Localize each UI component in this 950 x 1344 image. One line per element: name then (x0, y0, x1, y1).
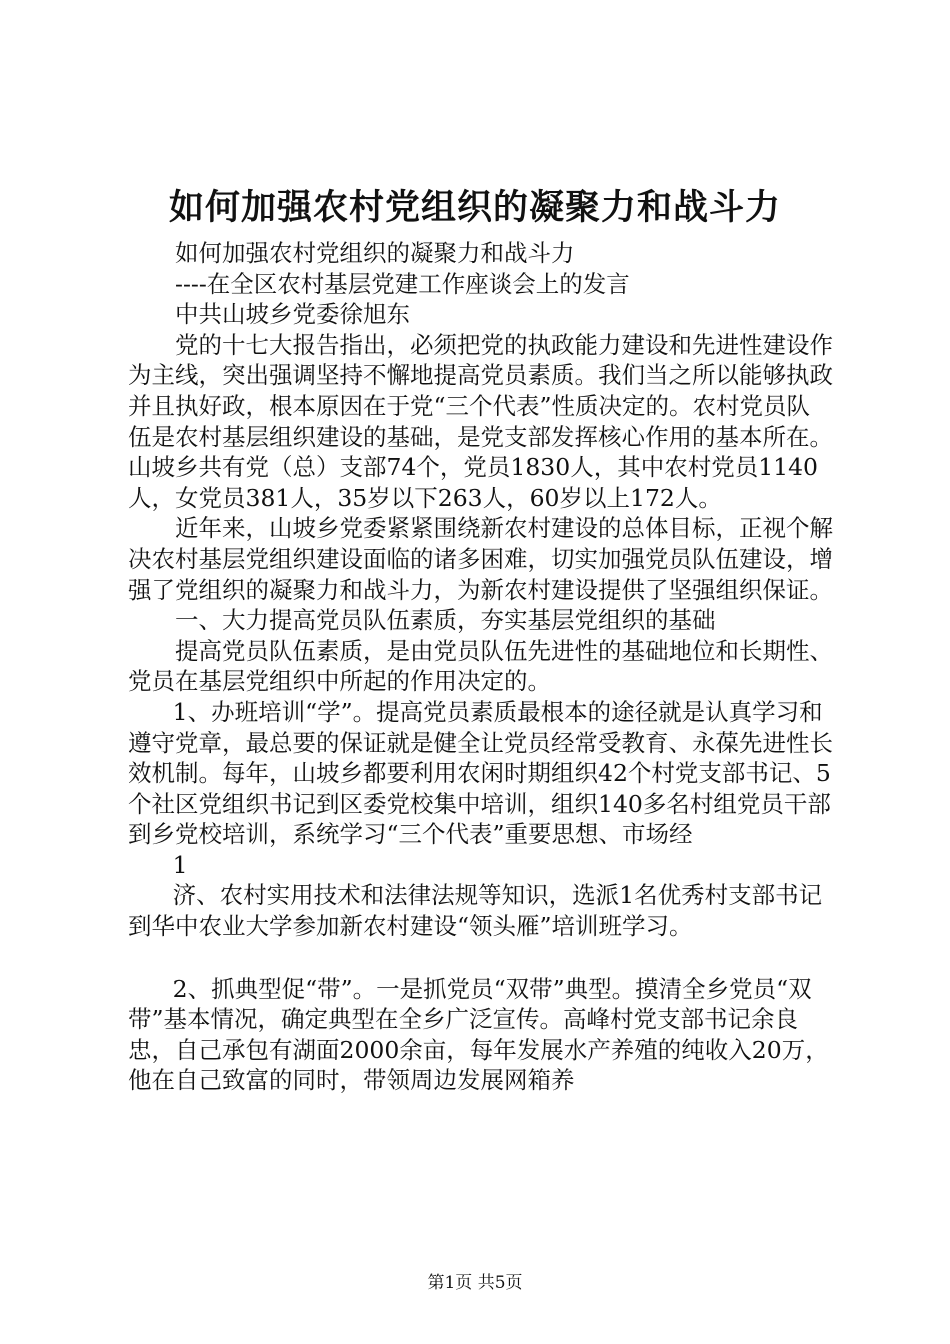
paragraph: 2、抓典型促“带”。一是抓党员“双带”典型。摸清全乡党员“双带”基本情况，确定典型在全乡广泛宣传。高峰村党支部书记余良忠，自己承包有湖面2000余亩，每年发展水产养殖的纯收入20万，他在自己致富的同时，带领周边发展网箱养 (128, 974, 829, 1095)
subtitle-line: 如何加强农村党组织的凝聚力和战斗力 (175, 239, 575, 267)
paragraph: 1、办班培训“学”。提高党员素质最根本的途径就是认真学习和遵守党章，最总要的保证就是健全让党员经常受教育、永葆先进性长效机制。每年，山坡乡都要利用农闲时期组织42个村党支部书记、5个社区党组织书记到区委党校集中培训，组织140多名村组党员干部到乡党校培训，系统学习“三个代表”重要思想、市场经 (128, 697, 833, 849)
paragraph: 济、农村实用技术和法律法规等知识，选派1名优秀村支部书记到华中农业大学参加新农村建设“领头雁”培训班学习。 (128, 881, 823, 941)
paragraph: 提高党员队伍素质，是由党员队伍先进性的基础地位和长期性、党员在基层党组织中所起的作用决定的。 (128, 636, 833, 696)
inline-page-number: 1 (172, 850, 188, 879)
paragraph: 党的十七大报告指出，必须把党的执政能力建设和先进性建设作为主线，突出强调坚持不懈地提高党员素质。我们当之所以能够执政并且执好政，根本原因在于党“三个代表”性质决定的。农村党员队伍是农村基层组织建设的基础，是党支部发挥核心作用的基本所在。山坡乡共有党（总）支部74个，党员1830人，其中农村党员1140人，女党员381人，35岁以下263人，60岁以上172人。 (128, 330, 833, 512)
speech-occasion-line: ----在全区农村基层党建工作座谈会上的发言 (175, 269, 630, 298)
author-line: 中共山坡乡党委徐旭东 (175, 300, 410, 329)
document-title: 如何加强农村党组织的凝聚力和战斗力 (168, 187, 781, 228)
document-body (128, 238, 833, 1096)
page-footer: 第1页 共5页 (427, 1273, 523, 1293)
section-heading: 一、大力提高党员队伍素质，夯实基层党组织的基础 (175, 606, 716, 635)
paragraph: 近年来，山坡乡党委紧紧围绕新农村建设的总体目标，正视个解决农村基层党组织建设面临的诸多困难，切实加强党员队伍建设，增强了党组织的凝聚力和战斗力，为新农村建设提供了坚强组织保证。 (128, 514, 833, 604)
paragraph-gap (128, 942, 833, 974)
